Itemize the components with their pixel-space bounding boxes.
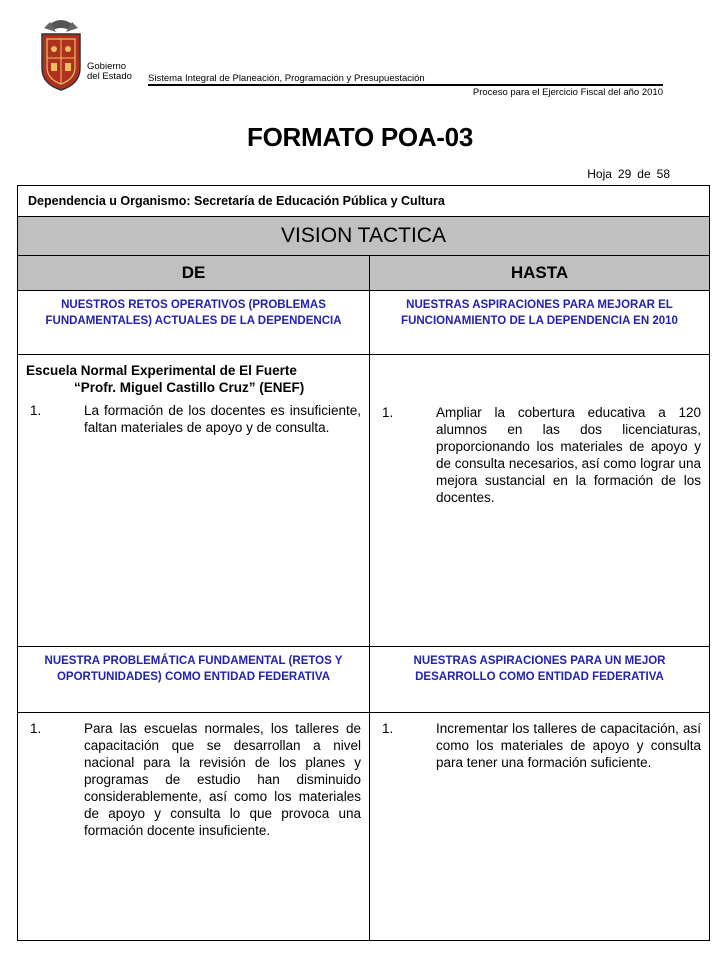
retos-operativos-cell bbox=[18, 355, 370, 647]
aspiraciones-entidad-cell bbox=[370, 713, 710, 941]
item-number: 1. bbox=[382, 405, 394, 420]
list-item bbox=[18, 720, 369, 839]
poa-table bbox=[17, 185, 710, 941]
item-text: Para las escuelas normales, los talleres de capacitación que se desarrollan a nivel nacional para la revisión de los planes y programas de estudio han disminuido considerablemente, así como los materiales de apoyo y consulta lo que provoca una formación docente insuficiente. bbox=[84, 721, 361, 838]
page-counter bbox=[587, 167, 670, 181]
hoja-total: 58 bbox=[656, 167, 670, 181]
retos-operativos-heading: NUESTROS RETOS OPERATIVOS (PROBLEMAS FUNDAMENTALES) ACTUALES DE LA DEPENDENCIA bbox=[18, 291, 370, 355]
dependencia-cell: Dependencia u Organismo: Secretaría de Educación Pública y Cultura bbox=[18, 186, 710, 217]
vision-tactica-header: VISION TACTICA bbox=[18, 217, 710, 256]
column-header-hasta: HASTA bbox=[370, 256, 710, 291]
list-item bbox=[370, 404, 709, 506]
hoja-label: Hoja bbox=[587, 167, 612, 181]
school-name bbox=[18, 355, 369, 396]
gobierno-label bbox=[87, 62, 132, 82]
item-text: La formación de los docentes es insuficiente, faltan materiales de apoyo y de consulta. bbox=[84, 403, 361, 435]
item-text: Incrementar los talleres de capacitación, así como los materiales de apoyo y consulta para tener una formación suficiente. bbox=[436, 721, 702, 770]
problematica-fundamental-heading: NUESTRA PROBLEMÁTICA FUNDAMENTAL (RETOS Y OPORTUNIDADES) COMO ENTIDAD FEDERATIVA bbox=[18, 647, 370, 713]
hoja-current: 29 bbox=[617, 167, 632, 181]
list-item bbox=[370, 720, 709, 771]
sistema-label: Sistema Integral de Planeación, Programación y Presupuestación bbox=[148, 73, 425, 84]
item-number: 1. bbox=[30, 721, 42, 736]
school-line1: Escuela Normal Experimental de El Fuerte bbox=[26, 363, 297, 378]
page-title: FORMATO POA-03 bbox=[247, 122, 473, 152]
gobierno-line1: Gobierno bbox=[87, 61, 127, 72]
aspiraciones-entidad-heading: NUESTRAS ASPIRACIONES PARA UN MEJOR DESARROLLO COMO ENTIDAD FEDERATIVA bbox=[370, 647, 710, 713]
school-line2: “Profr. Miguel Castillo Cruz” (ENEF) bbox=[74, 380, 305, 395]
list-item bbox=[18, 402, 369, 436]
gobierno-line2: del Estado bbox=[87, 71, 132, 82]
item-text: Ampliar la cobertura educativa a 120 alumnos en las dos licenciaturas, proporcionando los materiales de apoyo y de consulta necesarios, así como lograr una mejora sustancial en la formación de los docentes. bbox=[436, 405, 702, 505]
state-seal-logo bbox=[36, 18, 86, 94]
aspiraciones-dependencia-heading: NUESTRAS ASPIRACIONES PARA MEJORAR EL FUNCIONAMIENTO DE LA DEPENDENCIA EN 2010 bbox=[370, 291, 710, 355]
header-rule bbox=[148, 84, 663, 86]
hoja-de: de bbox=[637, 167, 651, 181]
problematica-fundamental-cell bbox=[18, 713, 370, 941]
item-number: 1. bbox=[30, 403, 42, 418]
column-header-de: DE bbox=[18, 256, 370, 291]
aspiraciones-dependencia-cell bbox=[370, 355, 710, 647]
proceso-label: Proceso para el Ejercicio Fiscal del año 2010 bbox=[472, 87, 663, 98]
item-number: 1. bbox=[382, 721, 394, 736]
